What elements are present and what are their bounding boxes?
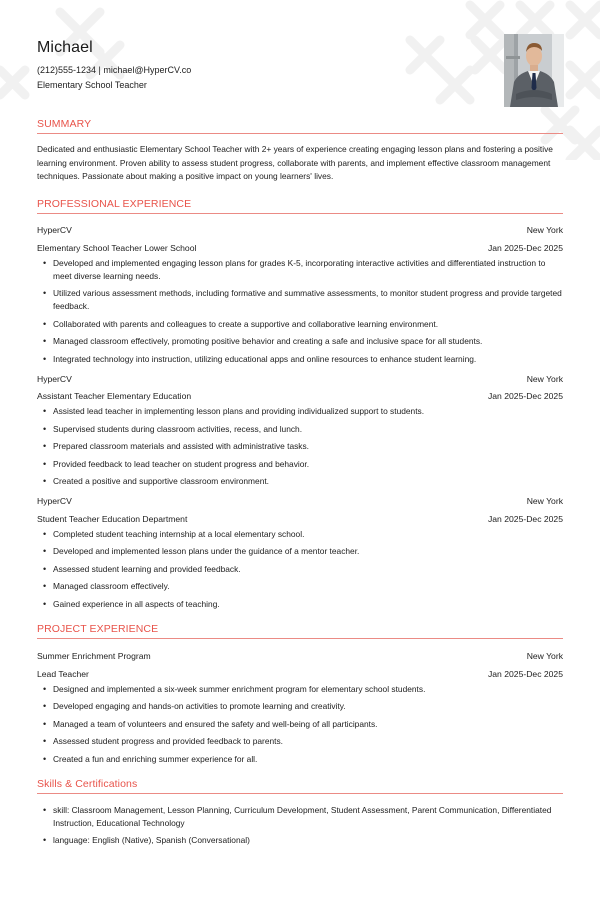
experience-section	[37, 198, 563, 611]
role: Elementary School Teacher Lower School	[37, 242, 197, 253]
section-heading-projects: PROJECT EXPERIENCE	[37, 623, 563, 639]
skill-item: • skill: Classroom Management, Lesson Planning, Curriculum Development, Student Assessment, Parent Communication, Differentiated Instruction, Educational Technology	[43, 804, 563, 830]
experience-entry	[37, 222, 563, 366]
summary-section	[37, 118, 563, 184]
bullet-item: • Managed classroom effectively, promoting positive behavior and creating a safe and inclusive space for all students.	[43, 335, 563, 348]
entry-subheader	[37, 665, 563, 683]
bullet-item: • Developed engaging and hands-on activities to promote learning and creativity.	[43, 700, 563, 713]
bullet-list	[37, 683, 563, 766]
entry-subheader	[37, 388, 563, 406]
company-name: HyperCV	[37, 225, 72, 236]
entry-subheader	[37, 510, 563, 528]
skills-list	[37, 804, 563, 848]
resume-header	[37, 0, 563, 118]
bullet-item: • Provided feedback to lead teacher on student progress and behavior.	[43, 458, 563, 471]
bullet-item: • Assessed student learning and provided feedback.	[43, 563, 563, 576]
section-heading-skills: Skills & Certifications	[37, 778, 563, 794]
bullet-item: • Created a fun and enriching summer experience for all.	[43, 753, 563, 766]
project-entry	[37, 648, 563, 766]
bullet-item: • Gained experience in all aspects of teaching.	[43, 598, 563, 611]
bullet-list	[37, 257, 563, 366]
role: Lead Teacher	[37, 668, 89, 679]
candidate-name: Michael	[37, 39, 93, 56]
language-item: • language: English (Native), Spanish (Conversational)	[43, 834, 563, 847]
experience-entry	[37, 370, 563, 488]
location: New York	[526, 373, 563, 384]
projects-section	[37, 623, 563, 766]
entry-header	[37, 370, 563, 388]
section-heading-experience: PROFESSIONAL EXPERIENCE	[37, 198, 563, 214]
bullet-list	[37, 528, 563, 611]
summary-text: Dedicated and enthusiastic Elementary School Teacher with 2+ years of experience creating engaging lesson plans and fostering a positive learning environment. Proven ability to assess student progress, collaborate with parents, and implement effective classroom management techniques. Passionate about making a positive impact on young learners' lives.	[37, 144, 553, 181]
section-heading-summary: SUMMARY	[37, 118, 563, 134]
dates: Jan 2025-Dec 2025	[487, 668, 563, 679]
dates: Jan 2025-Dec 2025	[487, 242, 563, 253]
bullet-item: • Managed a team of volunteers and ensured the safety and well-being of all participants.	[43, 718, 563, 731]
bullet-item: • Collaborated with parents and colleagues to create a supportive and collaborative learning environment.	[43, 318, 563, 331]
location: New York	[526, 225, 563, 236]
dates: Jan 2025-Dec 2025	[487, 513, 563, 524]
bullet-item: • Managed classroom effectively.	[43, 580, 563, 593]
project-name: Summer Enrichment Program	[37, 651, 151, 662]
skills-section	[37, 778, 563, 848]
company-name: HyperCV	[37, 496, 72, 507]
bullet-item: • Developed and implemented engaging lesson plans for grades K-5, incorporating interactive activities and differentiated instruction to meet diverse learning needs.	[43, 257, 563, 283]
bullet-item: • Completed student teaching internship at a local elementary school.	[43, 528, 563, 541]
bullet-item: • Developed and implemented lesson plans under the guidance of a mentor teacher.	[43, 545, 563, 558]
bullet-list	[37, 405, 563, 488]
bullet-item: • Assessed student progress and provided feedback to parents.	[43, 735, 563, 748]
bullet-item: • Integrated technology into instruction, utilizing educational apps and online resources to enhance student learning.	[43, 353, 563, 366]
location: New York	[526, 496, 563, 507]
bullet-item: • Created a positive and supportive classroom environment.	[43, 475, 563, 488]
bullet-item: • Prepared classroom materials and assisted with administrative tasks.	[43, 440, 563, 453]
candidate-title: Elementary School Teacher	[37, 80, 147, 90]
location: New York	[526, 651, 563, 662]
entry-header	[37, 648, 563, 666]
experience-entry	[37, 493, 563, 611]
bullet-item: • Utilized various assessment methods, including formative and summative assessments, to monitor student progress and provide targeted feedback.	[43, 287, 563, 313]
role: Student Teacher Education Department	[37, 513, 188, 524]
bullet-item: • Supervised students during classroom activities, recess, and lunch.	[43, 423, 563, 436]
bullet-item: • Assisted lead teacher in implementing lesson plans and providing individualized support to students.	[43, 405, 563, 418]
profile-photo	[504, 34, 564, 107]
dates: Jan 2025-Dec 2025	[487, 391, 563, 402]
entry-header	[37, 222, 563, 240]
contact-info: (212)555-1234 | michael@HyperCV.co	[37, 65, 192, 75]
role: Assistant Teacher Elementary Education	[37, 391, 192, 402]
entry-subheader	[37, 239, 563, 257]
entry-header	[37, 493, 563, 511]
bullet-item: • Designed and implemented a six-week summer enrichment program for elementary school students.	[43, 683, 563, 696]
company-name: HyperCV	[37, 373, 72, 384]
